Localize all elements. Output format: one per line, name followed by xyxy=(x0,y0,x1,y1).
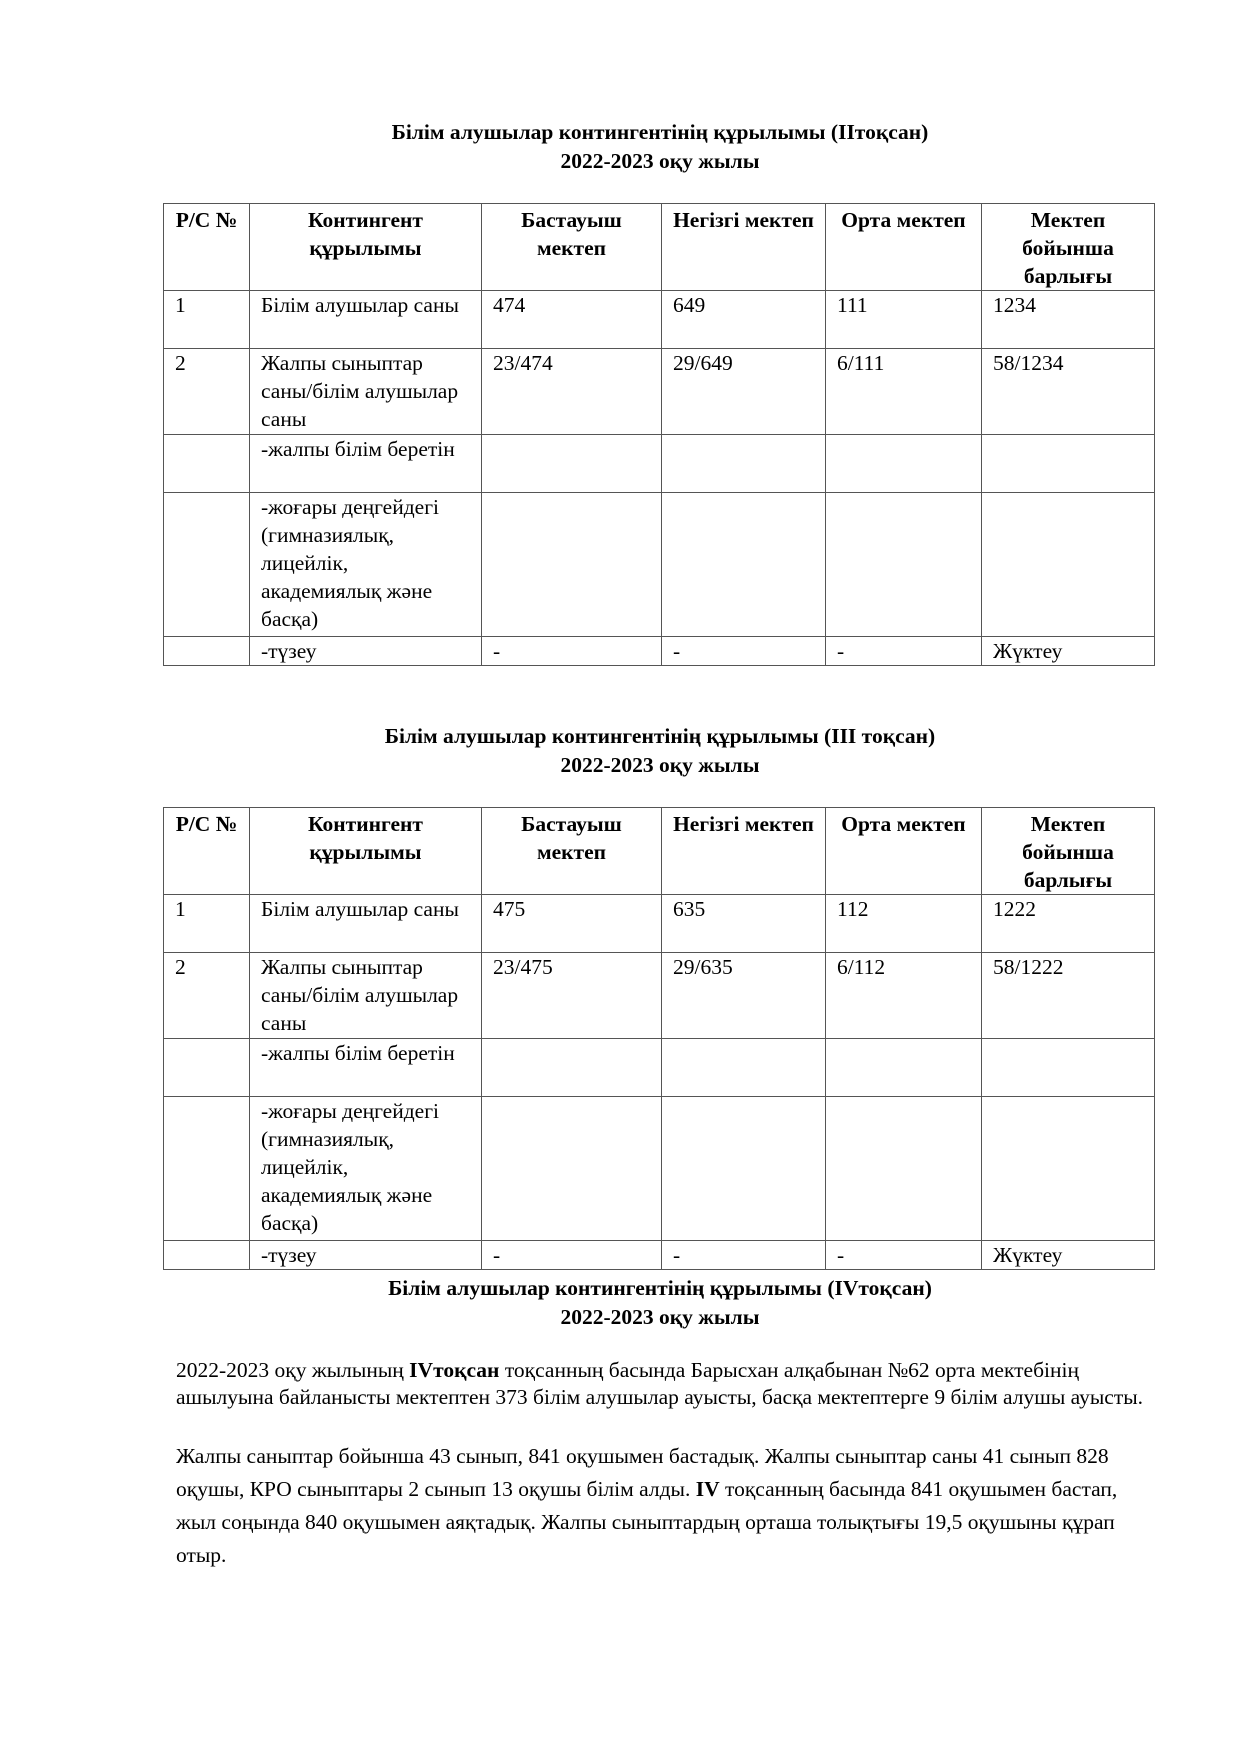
table-cell: 1222 xyxy=(982,895,1155,953)
table-cell: Жалпы сыныптар саны/білім алушылар саны xyxy=(250,953,482,1039)
table-cell: 1234 xyxy=(982,291,1155,349)
table-cell xyxy=(164,1039,250,1097)
header-cell: Р/С № xyxy=(164,808,250,895)
table-cell xyxy=(164,435,250,493)
table-cell: - xyxy=(482,1241,662,1270)
table-cell xyxy=(662,1039,826,1097)
table-row xyxy=(164,1097,1155,1241)
paragraph-text: 2022-2023 оқу жылының xyxy=(176,1358,410,1382)
table-cell: 2 xyxy=(164,953,250,1039)
table-cell: 649 xyxy=(662,291,826,349)
table-cell: - xyxy=(826,1241,982,1270)
table-cell: -жоғары деңгейдегі (гимназиялық, лицейлік, академиялық және басқа) xyxy=(250,493,482,637)
table-row xyxy=(164,637,1155,666)
table-cell xyxy=(826,1039,982,1097)
section-title: Білім алушылар контингентінің құрылымы (IIтоқсан) xyxy=(391,120,929,144)
header-cell: Р/С № xyxy=(164,204,250,291)
paragraph-summary xyxy=(176,1440,1156,1572)
table-cell: Білім алушылар саны xyxy=(250,895,482,953)
table-cell: -жалпы білім беретін xyxy=(250,1039,482,1097)
table-cell xyxy=(482,435,662,493)
table-cell xyxy=(662,435,826,493)
table-cell: Жүктеу xyxy=(982,637,1155,666)
paragraph-text: тоқсанның басында Барысхан алқабынан №62 орта мектебінің ашылуына байланысты мектептен 373 білім алушылар ауысты, басқа мектептерге 9 білім алушы ауысты. xyxy=(176,1358,1144,1409)
paragraph-text: тоқсанның басында 841 оқушымен бастап, жыл соңында 840 оқушымен аяқтадық. Жалпы сыныптардың орташа толықтығы 19,5 оқушыны құрап отыр. xyxy=(176,1477,1118,1567)
table-cell: 23/474 xyxy=(482,349,662,435)
table-cell: 6/111 xyxy=(826,349,982,435)
table-cell: 1 xyxy=(164,895,250,953)
table-cell xyxy=(164,1097,250,1241)
section-heading xyxy=(0,1274,1240,1332)
table-cell: - xyxy=(826,637,982,666)
table-cell xyxy=(164,1241,250,1270)
table-row xyxy=(164,1039,1155,1097)
table-cell: -түзеу xyxy=(250,1241,482,1270)
table-cell: 112 xyxy=(826,895,982,953)
header-cell: Мектеп бойынша барлығы xyxy=(982,204,1155,291)
section-heading xyxy=(0,722,1240,780)
table-cell: 111 xyxy=(826,291,982,349)
table-row xyxy=(164,291,1155,349)
table-cell: - xyxy=(662,637,826,666)
table-row xyxy=(164,895,1155,953)
table-cell: 635 xyxy=(662,895,826,953)
section-year: 2022-2023 оқу жылы xyxy=(560,1305,760,1329)
table-row xyxy=(164,435,1155,493)
paragraph-bold-text: IV xyxy=(695,1477,720,1501)
header-cell: Контингент құрылымы xyxy=(250,204,482,291)
table-cell xyxy=(482,493,662,637)
table-cell: 23/475 xyxy=(482,953,662,1039)
table-cell: 1 xyxy=(164,291,250,349)
table-cell xyxy=(982,1039,1155,1097)
table-cell: -түзеу xyxy=(250,637,482,666)
table-cell xyxy=(982,1097,1155,1241)
section-year: 2022-2023 оқу жылы xyxy=(560,149,760,173)
table-cell xyxy=(662,1097,826,1241)
table-cell xyxy=(826,493,982,637)
table-cell: 475 xyxy=(482,895,662,953)
table-cell xyxy=(826,435,982,493)
header-cell: Бастауыш мектеп xyxy=(482,808,662,895)
table-cell xyxy=(164,637,250,666)
table-row xyxy=(164,953,1155,1039)
table-row xyxy=(164,1241,1155,1270)
section-heading xyxy=(0,118,1240,176)
table-header-row xyxy=(164,808,1155,895)
table-cell: 474 xyxy=(482,291,662,349)
header-cell: Бастауыш мектеп xyxy=(482,204,662,291)
section-year: 2022-2023 оқу жылы xyxy=(560,753,760,777)
section-title: Білім алушылар контингентінің құрылымы (IVтоқсан) xyxy=(388,1276,932,1300)
header-cell: Мектеп бойынша барлығы xyxy=(982,808,1155,895)
table-cell: - xyxy=(662,1241,826,1270)
header-cell: Негізгі мектеп xyxy=(662,204,826,291)
table-cell xyxy=(482,1097,662,1241)
table-cell xyxy=(164,493,250,637)
table-cell: 29/635 xyxy=(662,953,826,1039)
table-cell: 2 xyxy=(164,349,250,435)
table-cell xyxy=(826,1097,982,1241)
table-cell xyxy=(982,493,1155,637)
paragraph-bold-text: IVтоқсан xyxy=(409,1358,500,1382)
header-cell: Орта мектеп xyxy=(826,204,982,291)
contingent-table xyxy=(163,203,1155,666)
table-cell: 29/649 xyxy=(662,349,826,435)
table-cell xyxy=(662,493,826,637)
table-cell: -жоғары деңгейдегі (гимназиялық, лицейлік, академиялық және басқа) xyxy=(250,1097,482,1241)
table-cell: Жалпы сыныптар саны/білім алушылар саны xyxy=(250,349,482,435)
paragraph-transfer xyxy=(176,1357,1156,1411)
section-title: Білім алушылар контингентінің құрылымы (III тоқсан) xyxy=(384,724,936,748)
table-cell: Білім алушылар саны xyxy=(250,291,482,349)
header-cell: Орта мектеп xyxy=(826,808,982,895)
table-header-row xyxy=(164,204,1155,291)
table-cell xyxy=(982,435,1155,493)
table-row xyxy=(164,493,1155,637)
contingent-table xyxy=(163,807,1155,1270)
header-cell: Контингент құрылымы xyxy=(250,808,482,895)
table-cell: -жалпы білім беретін xyxy=(250,435,482,493)
table-row xyxy=(164,349,1155,435)
table-cell: 58/1234 xyxy=(982,349,1155,435)
header-cell: Негізгі мектеп xyxy=(662,808,826,895)
table-cell xyxy=(482,1039,662,1097)
table-cell: 6/112 xyxy=(826,953,982,1039)
paragraph-text: Жалпы саныптар бойынша 43 сынып, 841 оқушымен бастадық. Жалпы сыныптар саны 41 сынып 828 оқушы, КРО сыныптары 2 сынып 13 оқушы білім алды. xyxy=(176,1444,1109,1501)
table-cell: 58/1222 xyxy=(982,953,1155,1039)
table-cell: - xyxy=(482,637,662,666)
table-cell: Жүктеу xyxy=(982,1241,1155,1270)
